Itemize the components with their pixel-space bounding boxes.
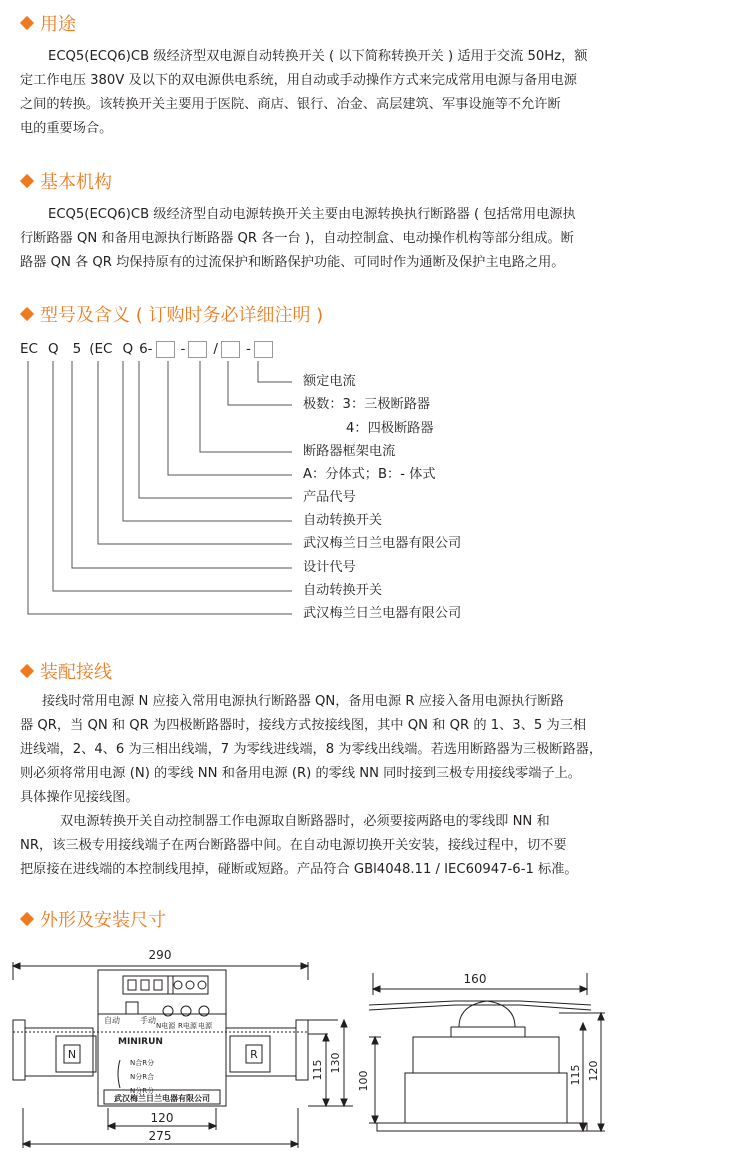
meaning-company: 武汉梅兰日兰电器有限公司	[303, 536, 462, 551]
wiring-line: 器 QR，当 QN 和 QR 为四极断路器时，接线方式按接线图，其中 QN 和 QR 的 1、3、5 为三相	[20, 718, 587, 733]
meaning-rated-current: 额定电流	[303, 374, 356, 389]
dim-275: 275	[148, 1129, 172, 1143]
meaning-auto-switch: 自动转换开关	[303, 513, 383, 528]
code-5: 5	[72, 341, 82, 357]
wiring-paragraph-2	[20, 810, 732, 882]
meaning-design-code: 设计代号	[303, 560, 356, 575]
meaning-company-2: 武汉梅兰日兰电器有限公司	[303, 606, 462, 621]
meaning-frame-current: 断路器框架电流	[303, 444, 396, 459]
structure-line: 路器 QN 各 QR 均保持原有的过流保护和断路保护功能、可同时作为通断及保护主电路之用。	[20, 255, 565, 270]
code-sep-3: -	[245, 341, 251, 357]
code-q2: Q	[122, 341, 134, 357]
meaning-type: A：分体式；B：- 体式	[303, 467, 436, 482]
wiring-line	[20, 810, 732, 834]
breaker-r-label: R	[250, 1048, 258, 1061]
dim-120: 120	[150, 1111, 174, 1125]
wiring-line: 进线端，2、4、6 为三相出线端，7 为零线进线端，8 为零线出线端。若选用断路器为三极断路器，	[20, 742, 603, 757]
dimensions-heading	[20, 906, 166, 932]
code-q: Q	[47, 341, 59, 357]
structure-title: 基本机构	[40, 172, 112, 193]
usage-title: 用途	[40, 14, 76, 35]
label-manual: 手动	[140, 1016, 156, 1025]
logo-text: MINIRUN	[118, 1037, 163, 1047]
meaning-product-code: 产品代号	[303, 490, 356, 505]
usage-line: 定工作电压 380V 及以下的双电源供电系统，用自动或手动操作方式来完成常用电源与备用电源	[20, 73, 577, 88]
company-plate: 武汉梅兰日兰电器有限公司	[114, 1094, 210, 1103]
meaning-auto-switch-2: 自动转换开关	[303, 583, 383, 598]
meaning-poles-4: 4：四极断路器	[346, 421, 434, 436]
front-view-drawing	[8, 940, 353, 1155]
diamond-bullet-icon	[20, 912, 34, 926]
meaning-poles-3: 极数：3：三极断路器	[303, 397, 431, 412]
structure-line: 行断路器 QN 和备用电源执行断路器 QR 各一台 )，自动控制盒、电动操作机构等部分组成。断	[20, 231, 574, 246]
dim-130: 130	[329, 1052, 342, 1074]
dim-160: 160	[463, 972, 487, 986]
wiring-line: NR，该三极专用接线端子在两台断路器中间。在自动电源切换开关安装，接线过程中，切不要	[20, 838, 567, 853]
dimensions-title: 外形及安装尺寸	[40, 910, 166, 931]
dim-115-side: 115	[569, 1064, 582, 1086]
usage-line: 之间的转换。该转换开关主要用于医院、商店、银行、冶金、高层建筑、军事设施等不允许断	[20, 97, 561, 112]
breaker-n-label: N	[67, 1048, 77, 1061]
status-1: N合R分	[130, 1059, 155, 1067]
wiring-paragraph-1	[20, 690, 732, 810]
usage-line: 电的重要场合。	[20, 121, 113, 136]
wiring-line-text: 双电源转换开关自动控制器工作电源取自断路器时，必须要接两路电的零线即 NN 和	[60, 814, 550, 829]
structure-line-text: ECQ5(ECQ6)CB 级经济型自动电源转换开关主要由电源转换执行断路器 ( 包括常用电源执	[48, 207, 576, 222]
label-r-power: R电源	[178, 1022, 197, 1030]
wiring-line: 具体操作见接线图。	[20, 790, 139, 805]
diamond-bullet-icon	[20, 664, 34, 678]
label-power: 电源	[198, 1022, 212, 1030]
code-ec: EC	[20, 341, 38, 357]
model-title: 型号及含义 ( 订购时务必详细注明 )	[40, 305, 324, 326]
dim-120-side: 120	[587, 1060, 600, 1082]
label-n-power: N电源	[156, 1022, 176, 1030]
wiring-heading	[20, 658, 112, 684]
code-sep-2: /	[213, 341, 218, 357]
usage-line-text: ECQ5(ECQ6)CB 级经济型双电源自动转换开关 ( 以下简称转换开关 ) 适用于交流 50Hz，额	[48, 49, 588, 64]
status-2: N分R合	[130, 1073, 155, 1081]
wiring-line: 把原接在进线端的本控制线甩掉，碰断或短路。产品符合 GBl4048.11 / IEC60947-6-1 标准。	[20, 862, 578, 877]
label-auto: 自动	[104, 1016, 120, 1025]
code-6: 6	[139, 341, 148, 357]
code-sep-1: -	[180, 341, 186, 357]
side-view-drawing	[355, 965, 615, 1140]
dim-115: 115	[311, 1059, 324, 1081]
code-dash: -	[147, 341, 153, 357]
status-3: N分R分	[130, 1087, 155, 1095]
dim-100: 100	[357, 1070, 370, 1092]
code-ec2: (EC	[89, 341, 113, 357]
dim-290: 290	[148, 948, 172, 962]
wiring-line-text: 接线时常用电源 N 应接入常用电源执行断路器 QN，备用电源 R 应接入备用电源执行断路	[42, 694, 564, 709]
wiring-line	[20, 690, 732, 714]
wiring-title: 装配接线	[40, 662, 112, 683]
wiring-line: 则必须将常用电源 (N) 的零线 NN 和备用电源 (R) 的零线 NN 同时接到三极专用接线零端子上。	[20, 766, 581, 781]
